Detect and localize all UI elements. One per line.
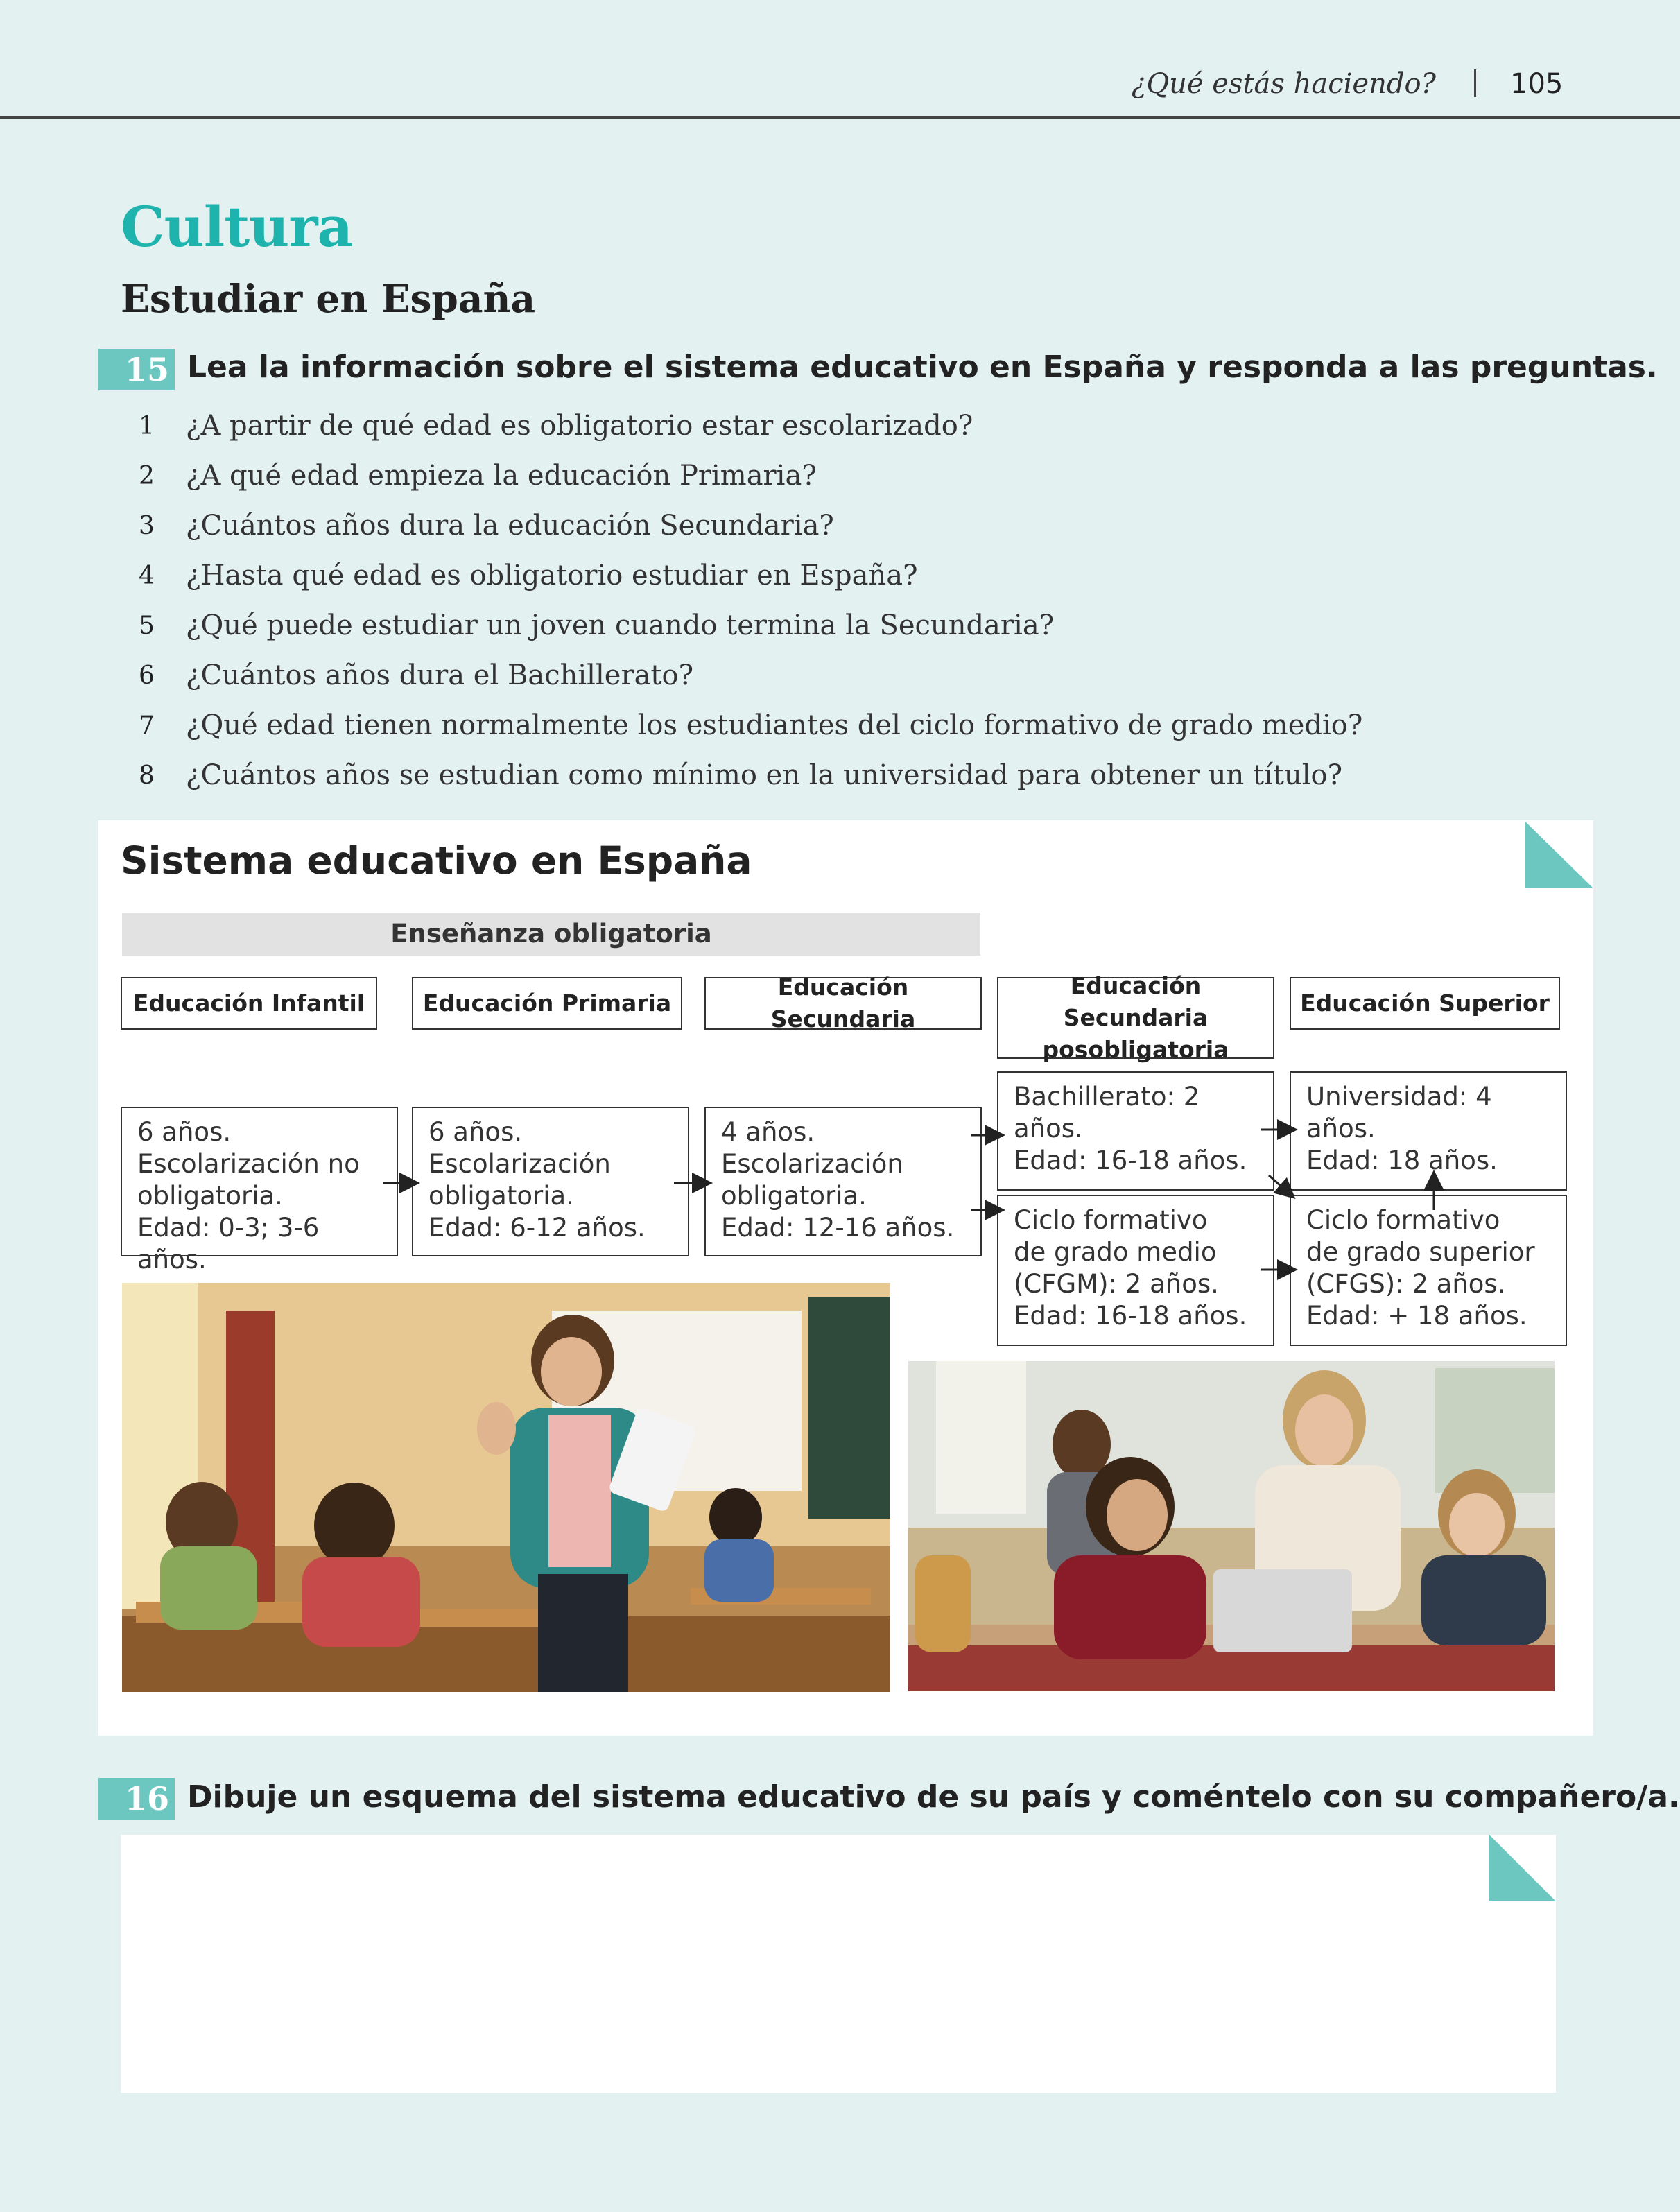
stage-header-posobligatoria: Educación Secundaria posobligatoria xyxy=(997,977,1274,1059)
exercise-instruction: Dibuje un esquema del sistema educativo de su país y coméntelo con su compañero/a. xyxy=(187,1779,1680,1815)
info-box-secundaria: 4 años. Escolarización obligatoria. Edad: 12-16 años. xyxy=(704,1107,982,1256)
classroom-photo-secondary xyxy=(908,1361,1555,1691)
section-title: Cultura xyxy=(121,194,353,259)
info-box-cfgs: Ciclo formativo de grado superior (CFGS): 2 años. Edad: + 18 años. xyxy=(1290,1195,1567,1346)
info-box-infantil: 6 años. Escolarización no obligatoria. Edad: 0-3; 3-6 años. xyxy=(121,1107,398,1256)
info-box-primaria: 6 años. Escolarización obligatoria. Edad: 6-12 años. xyxy=(412,1107,689,1256)
question-text: ¿Cuántos años dura la educación Secundaria? xyxy=(186,510,834,542)
question-item xyxy=(139,501,1362,551)
question-item xyxy=(139,600,1362,650)
question-item xyxy=(139,700,1362,750)
exercise-instruction: Lea la información sobre el sistema educativo en España y responda a las preguntas. xyxy=(187,349,1658,385)
exercise-number-badge: 16 xyxy=(98,1778,175,1820)
question-item xyxy=(139,750,1362,800)
stage-header-superior: Educación Superior xyxy=(1290,977,1560,1030)
section-subtitle: Estudiar en España xyxy=(121,276,536,321)
running-title: ¿Qué estás haciendo? xyxy=(1131,68,1436,100)
question-text: ¿A qué edad empieza la educación Primaria? xyxy=(186,460,817,492)
classroom-photo-primary xyxy=(122,1283,890,1692)
question-item xyxy=(139,551,1362,600)
header-divider xyxy=(1474,69,1476,97)
stage-header-primaria: Educación Primaria xyxy=(412,977,682,1030)
info-box-bachillerato: Bachillerato: 2 años. Edad: 16-18 años. xyxy=(997,1071,1274,1191)
page-number: 105 xyxy=(1510,68,1564,100)
question-list xyxy=(139,401,1362,800)
panel-title: Sistema educativo en España xyxy=(121,838,752,883)
info-box-universidad: Universidad: 4 años. Edad: 18 años. xyxy=(1290,1071,1567,1191)
question-text: ¿Cuántos años se estudian como mínimo en la universidad para obtener un título? xyxy=(186,759,1343,791)
question-text: ¿Qué edad tienen normalmente los estudiantes del ciclo formativo de grado medio? xyxy=(186,709,1363,741)
question-number: 1 xyxy=(139,411,155,440)
exercise-number-badge: 15 xyxy=(98,349,175,390)
question-number: 5 xyxy=(139,611,155,640)
education-system-panel xyxy=(98,820,1593,1736)
info-box-cfgm: Ciclo formativo de grado medio (CFGM): 2 años. Edad: 16-18 años. xyxy=(997,1195,1274,1346)
question-text: ¿Cuántos años dura el Bachillerato? xyxy=(186,659,694,691)
question-text: ¿Qué puede estudiar un joven cuando termina la Secundaria? xyxy=(186,610,1055,641)
question-number: 7 xyxy=(139,711,155,740)
question-text: ¿A partir de qué edad es obligatorio estar escolarizado? xyxy=(186,410,973,442)
question-number: 2 xyxy=(139,461,155,490)
stage-header-infantil: Educación Infantil xyxy=(121,977,377,1030)
page-header xyxy=(0,0,1680,119)
question-number: 4 xyxy=(139,561,155,590)
question-item xyxy=(139,650,1362,700)
question-item xyxy=(139,401,1362,451)
compulsory-education-bar: Enseñanza obligatoria xyxy=(122,913,980,956)
folded-corner-icon xyxy=(1489,1835,1556,1901)
question-number: 8 xyxy=(139,761,155,790)
question-item xyxy=(139,451,1362,501)
question-text: ¿Hasta qué edad es obligatorio estudiar en España? xyxy=(186,560,918,591)
drawing-answer-area[interactable] xyxy=(121,1835,1556,2093)
question-number: 6 xyxy=(139,661,155,690)
question-number: 3 xyxy=(139,511,155,540)
stage-header-secundaria: Educación Secundaria xyxy=(704,977,982,1030)
